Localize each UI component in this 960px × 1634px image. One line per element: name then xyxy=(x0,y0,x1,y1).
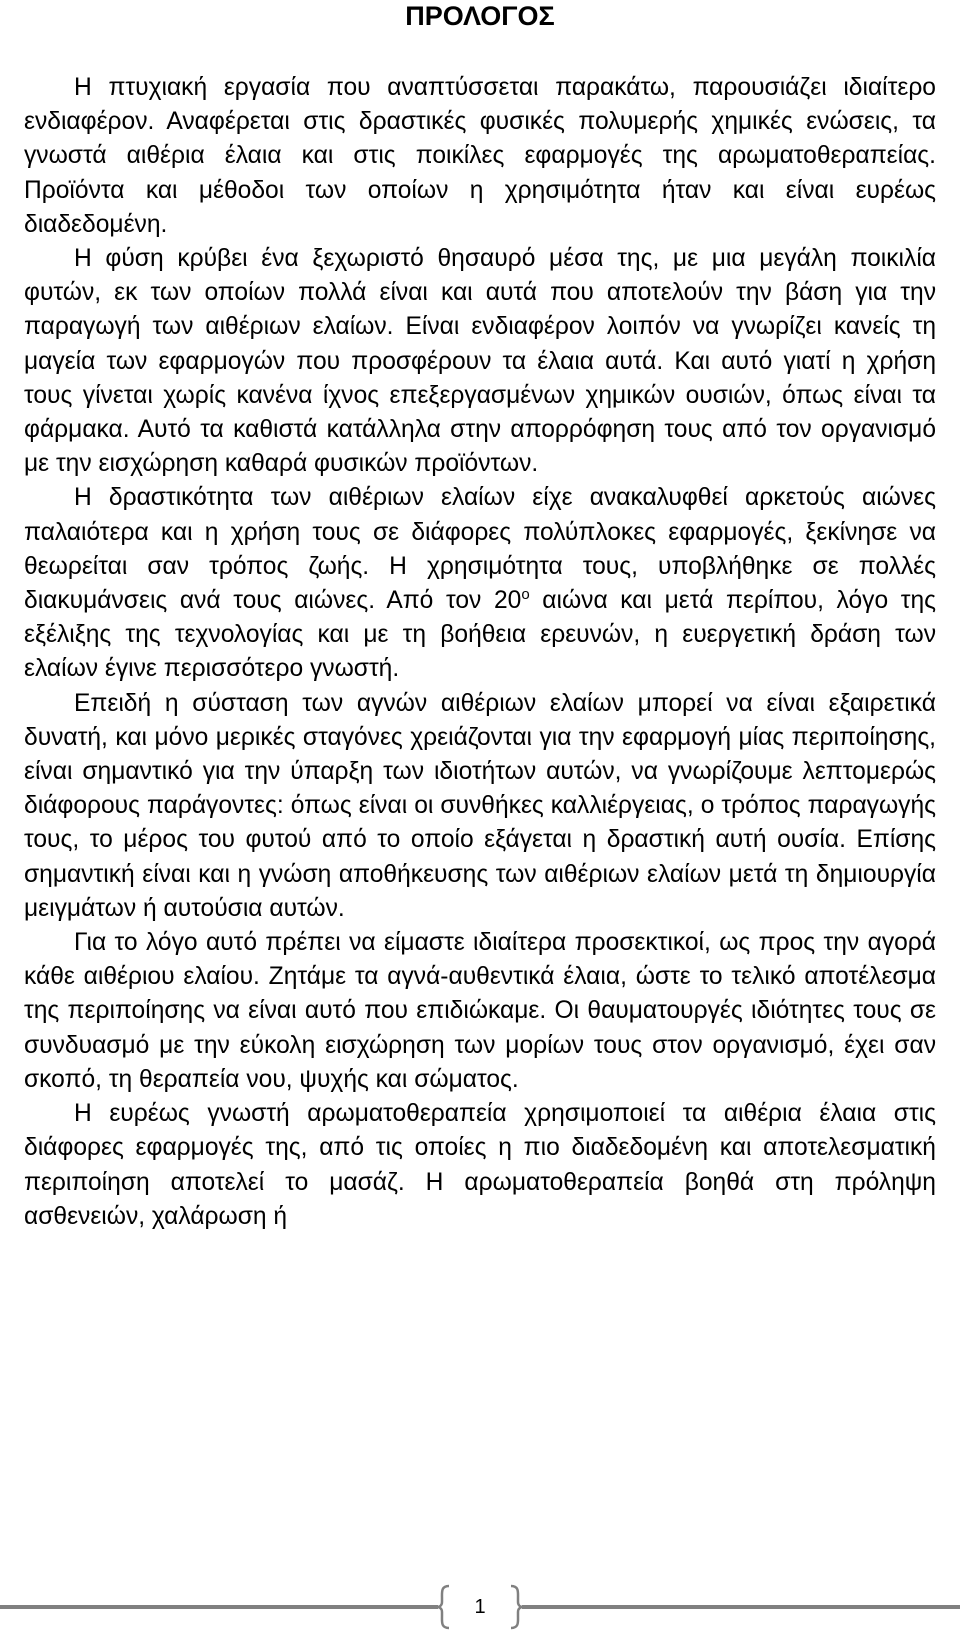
paragraph-1: Η πτυχιακή εργασία που αναπτύσσεται παρακάτω, παρουσιάζει ιδιαίτερο ενδιαφέρον. Αναφέρεται στις δραστικές φυσικές πολυμερής χημικές ενώσεις, τα γνωστά αιθέρια έλαια και στις ποικίλες εφαρμογές της αρωματοθεραπείας. Προϊόντα και μέθοδοι των οποίων η χρησιμότητα ήταν και είναι ευρέως διαδεδομένη. xyxy=(24,74,936,238)
page-footer xyxy=(0,1584,960,1634)
document-body xyxy=(24,71,936,1234)
page-title: ΠΡΟΛΟΓΟΣ xyxy=(405,1,555,31)
paragraph-3-text-b: αιώνα και μετά περίπου, λόγο της εξέλιξης της τεχνολογίας και με τη βοήθεια ερευνών, η ευεργετική δράση των ελαίων έγινε περισσότερο γνωστή. xyxy=(24,587,936,683)
paragraph-3 xyxy=(24,481,936,686)
ordinal-superscript: ο xyxy=(521,585,530,603)
page-number: 1 xyxy=(474,1596,486,1618)
paragraph-4: Επειδή η σύσταση των αγνών αιθέριων ελαίων μπορεί να είναι εξαιρετικά δυνατή, και μόνο μερικές σταγόνες χρειάζονται για την εφαρμογή μίας περιποίησης, είναι σημαντικό για την ύπαρξη των ιδιοτήτων αυτών, να γνωρίζουμε λεπτομερώς διάφορους παράγοντες: όπως είναι οι συνθήκες καλλιέργειας, ο τρόπος παραγωγής τους, το μέρος του φυτού από το οποίο εξάγεται η δραστική αυτή ουσία. Επίσης σημαντική είναι και η γνώση αποθήκευσης των αιθέριων ελαίων μετά τη δημιουργία μειγμάτων ή αυτούσια αυτών. xyxy=(24,689,936,922)
paragraph-2: Η φύση κρύβει ένα ξεχωριστό θησαυρό μέσα της, με μια μεγάλη ποικιλία φυτών, εκ των οποίων πολλά είναι και αυτά που αποτελούν την βάση για την παραγωγή των αιθέριων ελαίων. Είναι ενδιαφέρον λοιπόν να γνωρίζει κανείς τη μαγεία των εφαρμογών που προσφέρουν τα έλαια αυτά. Και αυτό γιατί η χρήση τους γίνεται χωρίς κανένα ίχνος επεξεργασμένων χημικών ουσιών, όπως είναι τα φάρμακα. Αυτό τα καθιστά κατάλληλα στην απορρόφηση τους από τον οργανισμό με την εισχώρηση καθαρά φυσικών προϊόντων. xyxy=(24,245,936,478)
footer-rule-right xyxy=(522,1605,960,1609)
paragraph-3-text-a: Η δραστικότητα των αιθέριων ελαίων είχε ανακαλυφθεί αρκετούς αιώνες παλαιότερα και η χρήση τους σε διάφορες πολύπλοκες εφαρμογές, ξεκίνησε να θεωρείται σαν τρόπος ζωής. Η χρησιμότητα τους, υποβλήθηκε σε πολλές διακυμάνσεις ανά τους αιώνες. Από τον 20 xyxy=(24,484,936,615)
paragraph-6: Η ευρέως γνωστή αρωματοθεραπεία χρησιμοποιεί τα αιθέρια έλαια στις διάφορες εφαρμογές της, από τις οποίες η πιο διαδεδομένη και αποτελεσματική περιποίηση αποτελεί το μασάζ. Η αρωματοθεραπεία βοηθά στη πρόληψη ασθενειών, χαλάρωση ή xyxy=(24,1100,936,1230)
footer-rule-left xyxy=(0,1605,438,1609)
paragraph-5: Για το λόγο αυτό πρέπει να είμαστε ιδιαίτερα προσεκτικοί, ως προς την αγορά κάθε αιθέριου ελαίου. Ζητάμε τα αγνά-αυθεντικά έλαια, ώστε το τελικό αποτέλεσμα της περιποίησης να είναι αυτό που επιδιώκαμε. Οι θαυματουργές ιδιότητες τους σε συνδυασμό με την εύκολη εισχώρηση των μορίων τους στον οργανισμό, έχει σαν σκοπό, τη θεραπεία νου, ψυχής και σώματος. xyxy=(24,929,936,1093)
